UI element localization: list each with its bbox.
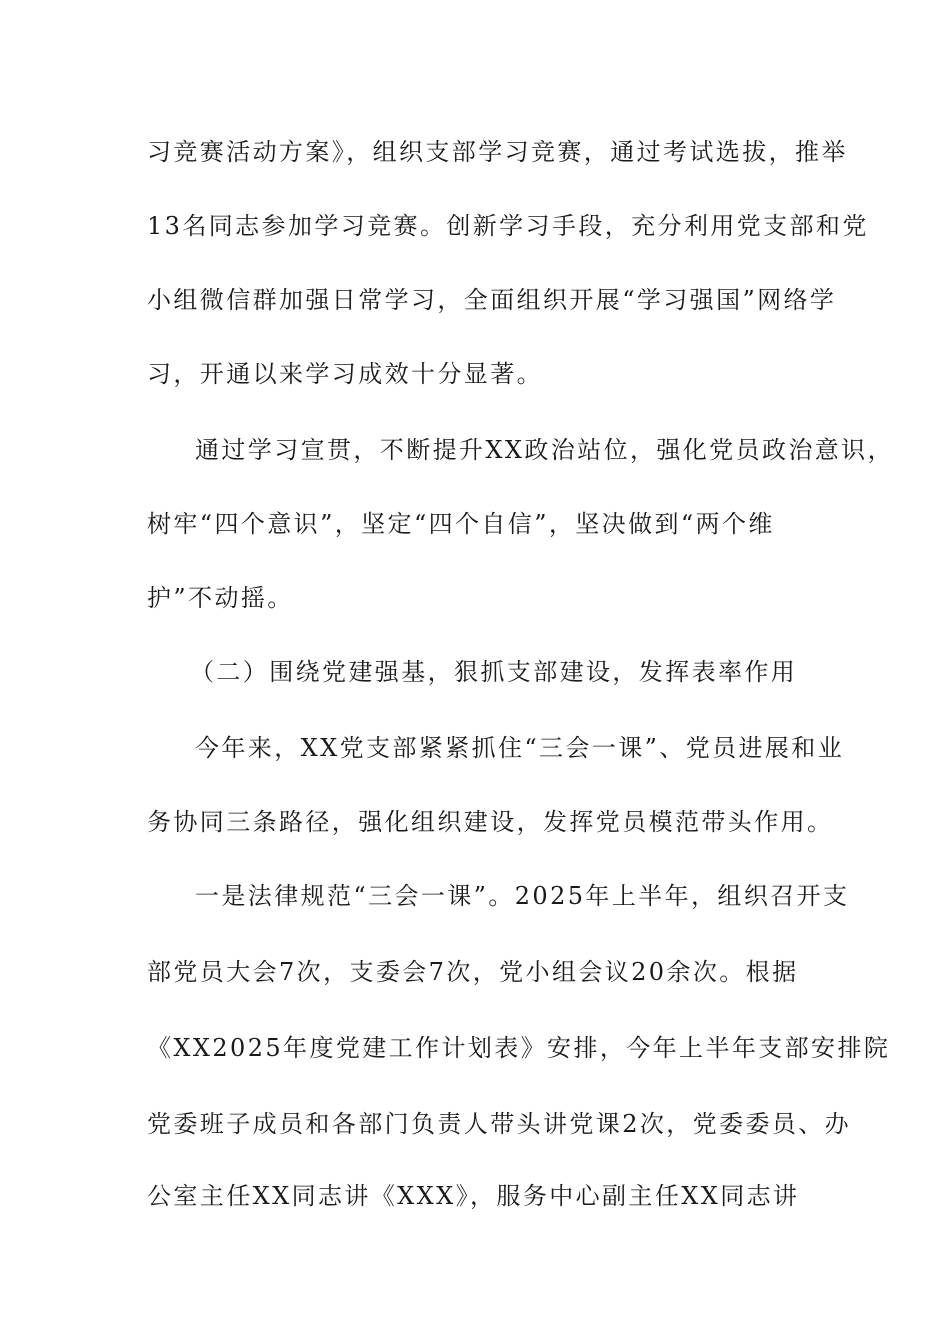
text-line: 公室主任XX同志讲《XXX》，服务中心副主任XX同志讲 — [147, 1182, 800, 1210]
text-line: 习，开通以来学习成效十分显著。 — [147, 360, 543, 388]
paragraph-first-line: 一是法律规范“三会一课”。2025年上半年，组织召开支 — [195, 882, 850, 910]
text-line: 习竞赛活动方案》，组织支部学习竞赛，通过考试选拔，推举 — [147, 138, 848, 166]
text-line: 务协同三条路径，强化组织建设，发挥党员模范带头作用。 — [147, 808, 834, 836]
text-line: 13名同志参加学习竞赛。创新学习手段，充分利用党支部和党 — [147, 212, 869, 240]
text-line: 树牢“四个意识”，坚定“四个自信”，坚决做到“两个维 — [147, 510, 775, 538]
text-line: 部党员大会7次，支委会7次，党小组会议20余次。根据 — [147, 958, 799, 986]
text-line: 护”不动摇。 — [147, 584, 294, 612]
text-line: 党委班子成员和各部门负责人带头讲党课2次，党委委员、办 — [147, 1110, 852, 1138]
paragraph-first-line: 通过学习宣贯，不断提升XX政治站位，强化党员政治意识， — [195, 436, 894, 464]
section-heading: （二）围绕党建强基，狠抓支部建设，发挥表率作用 — [190, 658, 798, 686]
text-line: 小组微信群加强日常学习，全面组织开展“学习强国”网络学 — [147, 286, 837, 314]
text-line: 《XX2025年度党建工作计划表》安排，今年上半年支部安排院 — [147, 1034, 891, 1062]
paragraph-first-line: 今年来，XX党支部紧紧抓住“三会一课”、党员进展和业 — [195, 734, 845, 762]
